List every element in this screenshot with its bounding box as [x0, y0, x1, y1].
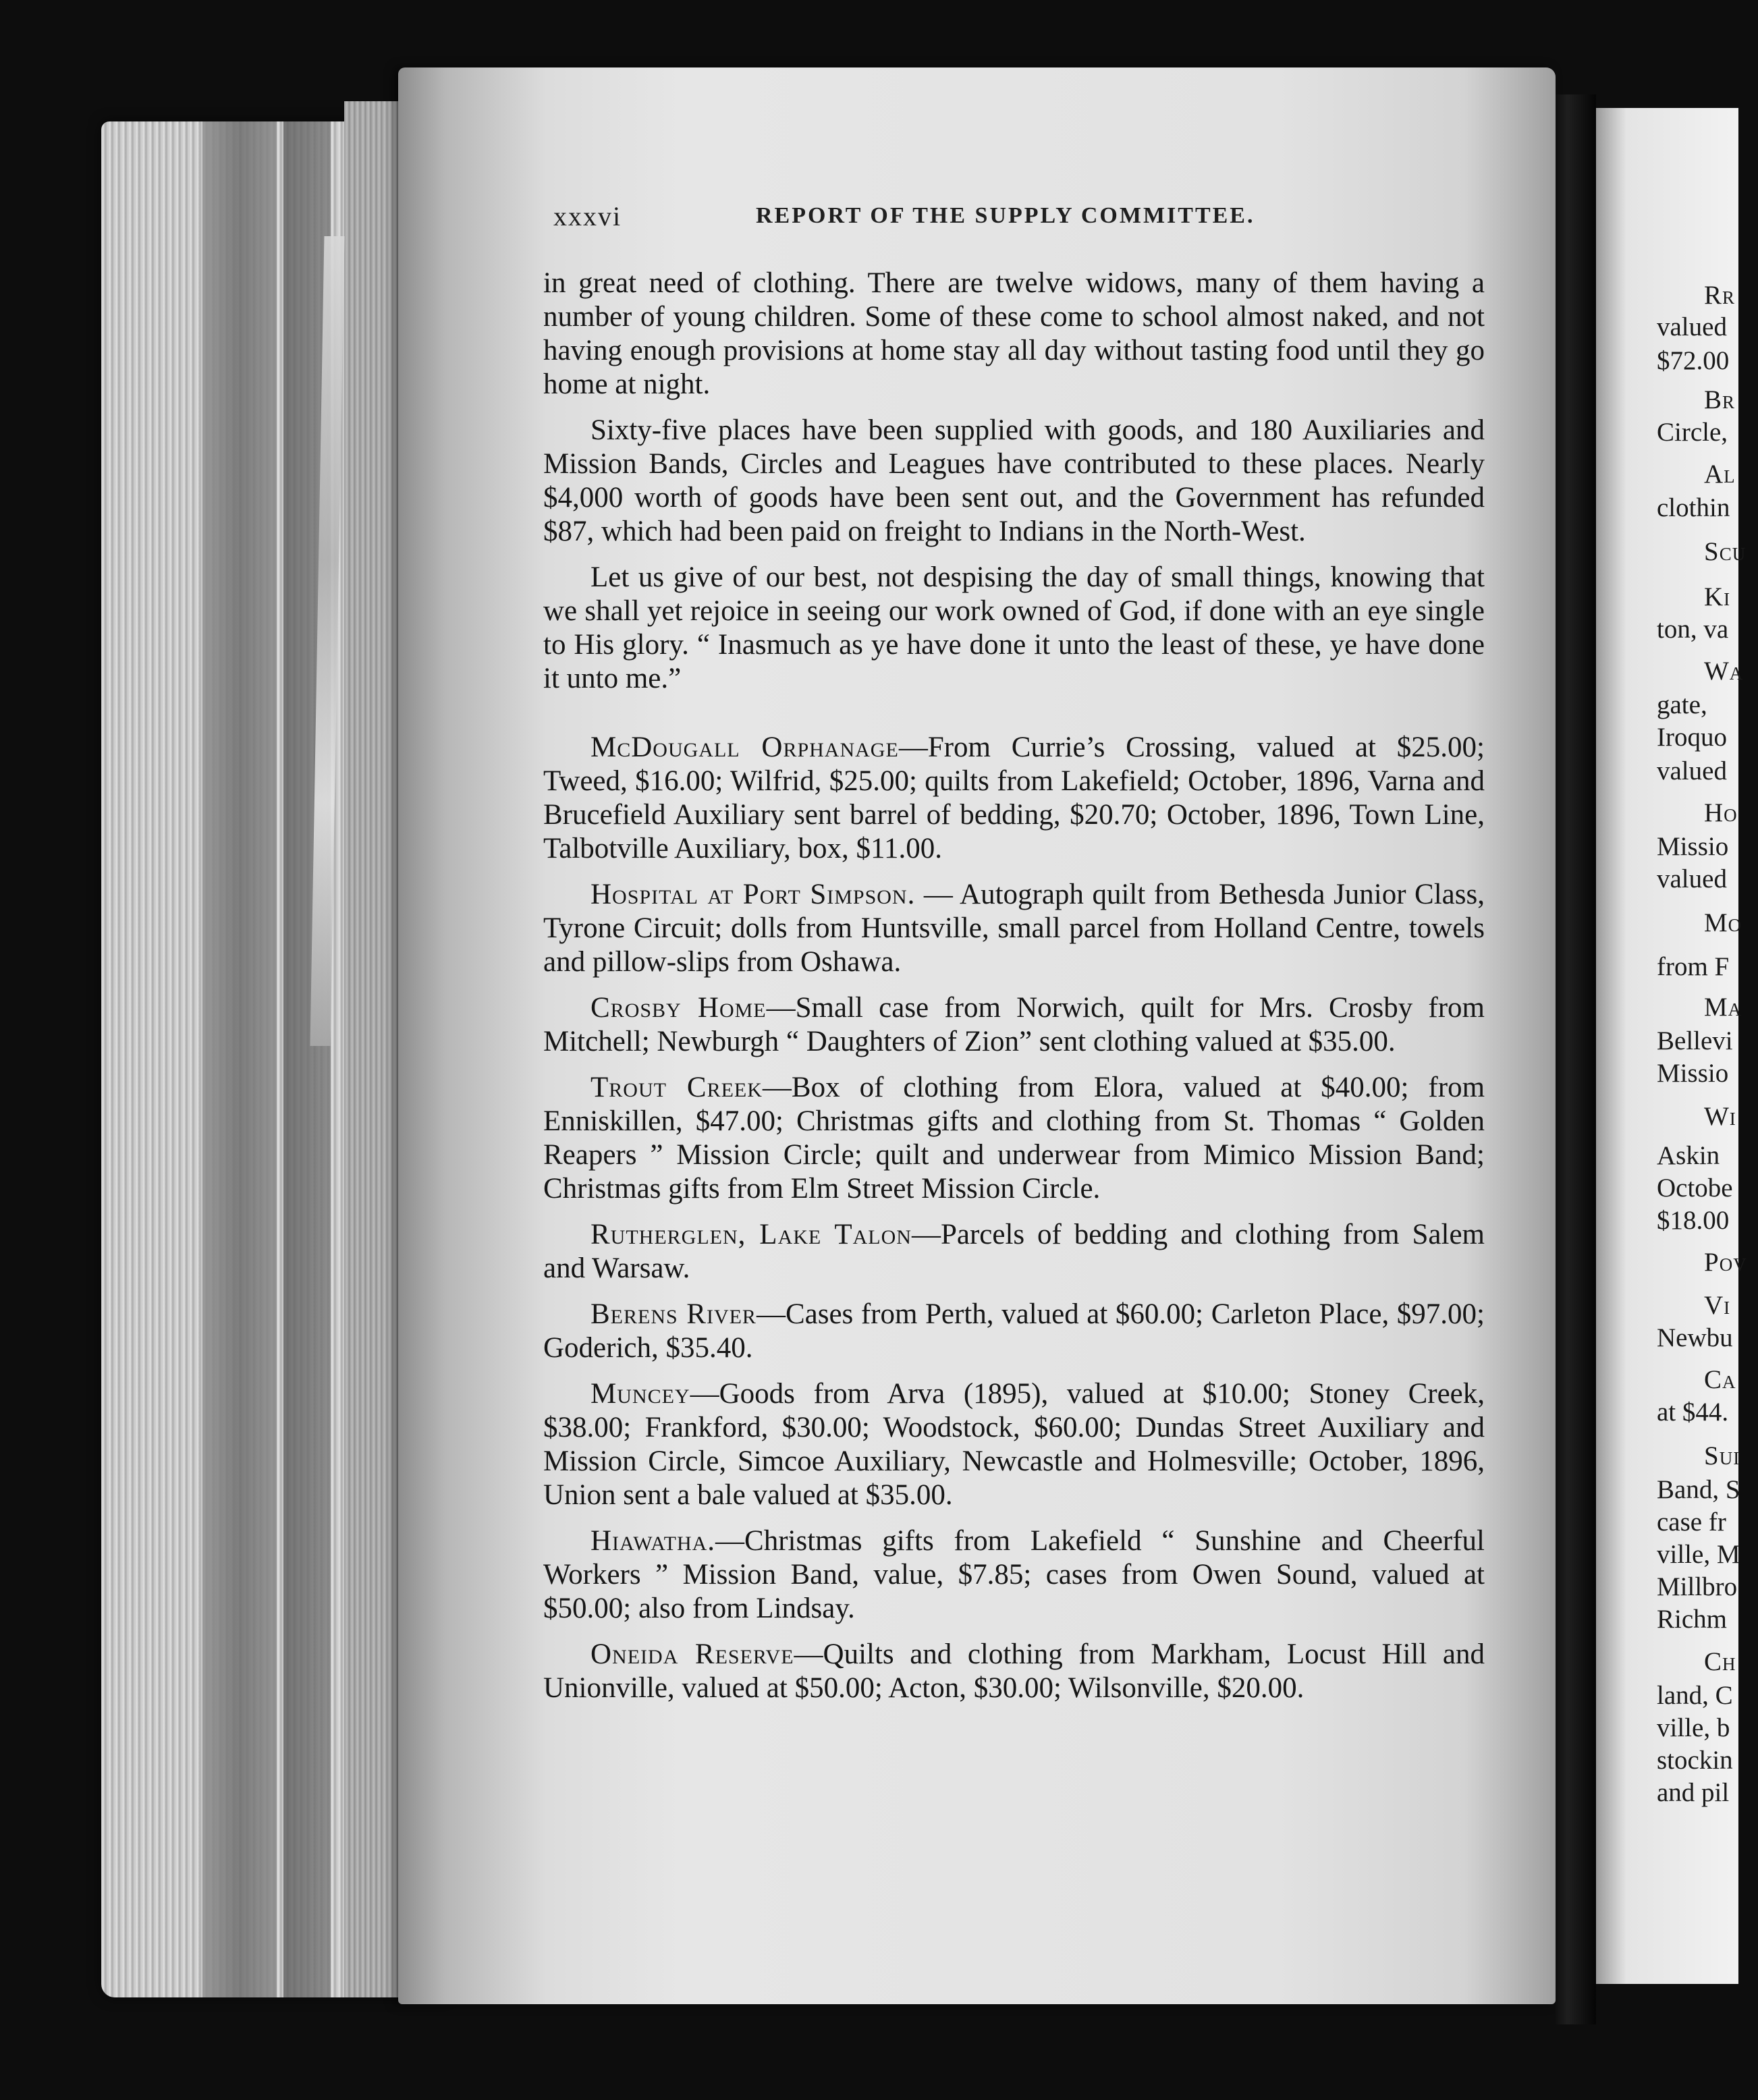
- mission-entry: [543, 1524, 1485, 1626]
- right-line: Rr: [1704, 281, 1736, 310]
- right-line: Sui: [1704, 1441, 1740, 1470]
- page-edge-shadow: [202, 121, 277, 1997]
- entry-heading: Berens River: [590, 1298, 757, 1330]
- right-line: Ki: [1704, 582, 1731, 611]
- book-gutter: [1556, 94, 1596, 2024]
- right-line: and pil: [1657, 1778, 1730, 1807]
- right-line: gate,: [1657, 690, 1707, 719]
- right-line: Pov: [1704, 1248, 1747, 1277]
- right-line: Al: [1704, 460, 1736, 489]
- right-line: Mo: [1704, 908, 1742, 937]
- entry-text: —Christmas gifts from Lakefield “ Sunshine and Cheerful Workers ” Mission Band, value, $7.85; cases from Owen Sound, valued at $50.00; also from Lindsay.: [543, 1525, 1485, 1624]
- right-line: stockin: [1657, 1746, 1733, 1775]
- right-line: Missio: [1657, 832, 1729, 861]
- page-number: xxxvi: [553, 201, 622, 231]
- right-line: Missio: [1657, 1059, 1729, 1088]
- page-body: [543, 267, 1485, 1717]
- entry-text: —Box of clothing from Elora, valued at $40.00; from Enniskillen, $47.00; Christmas gifts and clothing from St. Thomas “ Golden Reapers ” Mission Circle; quilt and underwear from Mimico Mission Band; Christmas gifts from Elm Street Mission Circle.: [543, 1072, 1485, 1205]
- entry-heading: Muncey: [590, 1378, 690, 1410]
- right-line: Ma: [1704, 993, 1742, 1022]
- entry-text: —Cases from Perth, valued at $60.00; Carleton Place, $97.00; Goderich, $35.40.: [543, 1298, 1485, 1364]
- paragraph: in great need of clothing. There are twelve widows, many of them having a number of young children. Some of these come to school almost naked, and not having enough provisions at home stay all day without tasting food until they go home at night.: [543, 267, 1485, 400]
- paragraph: Sixty-five places have been supplied with goods, and 180 Auxiliaries and Mission Bands, Circles and Leagues have contributed to these places. Nearly $4,000 worth of goods have been sent out, and the Government has refunded $87, which had been paid on freight to Indians in the North-West.: [543, 414, 1485, 547]
- entry-heading: Oneida Reserve: [590, 1638, 794, 1670]
- entry-text: —Parcels of bedding and clothing from Salem and Warsaw.: [543, 1219, 1485, 1284]
- right-line: valued: [1657, 756, 1727, 785]
- entry-text: —Small case from Norwich, quilt for Mrs. Crosby from Mitchell; Newburgh “ Daughters of Zion” sent clothing valued at $35.00.: [543, 992, 1485, 1057]
- entry-text: — Autograph quilt from Bethesda Junior Class, Tyrone Circuit; dolls from Huntsville, small parcel from Holland Centre, towels and pillow-slips from Oshawa.: [543, 879, 1485, 978]
- right-line: at $44.: [1657, 1398, 1729, 1427]
- right-line: Octobe: [1657, 1173, 1733, 1203]
- right-line: valued: [1657, 312, 1727, 341]
- mission-entry: [543, 1298, 1485, 1365]
- mission-entry: [543, 1377, 1485, 1512]
- right-line: Askin: [1657, 1141, 1720, 1170]
- right-line: Wi: [1704, 1102, 1736, 1131]
- entry-heading: Rutherglen, Lake Talon: [590, 1219, 912, 1250]
- right-line: ton, va: [1657, 615, 1729, 644]
- right-line: Circle,: [1657, 418, 1728, 447]
- right-line: case fr: [1657, 1508, 1726, 1537]
- right-line: Newbu: [1657, 1323, 1733, 1352]
- entry-heading: McDougall Orphanage: [590, 731, 899, 763]
- right-line: Vi: [1704, 1291, 1731, 1320]
- mission-entry: [543, 731, 1485, 866]
- entry-text: —From Currie’s Crossing, valued at $25.00; Tweed, $16.00; Wilfrid, $25.00; quilts from Lakefield; October, 1896, Varna and Brucefield Auxiliary sent barrel of bedding, $20.70; October, 1896, Town Line, Talbotville Auxiliary, box, $11.00.: [543, 731, 1485, 864]
- mission-entry: [543, 991, 1485, 1059]
- right-line: $18.00: [1657, 1206, 1730, 1235]
- entry-text: —Goods from Arva (1895), valued at $10.00; Stoney Creek, $38.00; Frankford, $30.00; Woodstock, $60.00; Dundas Street Auxiliary and Mission Circle, Simcoe Auxiliary, Newcastle and Holmesville; October, 1896, Union sent a bale valued at $35.00.: [543, 1378, 1485, 1511]
- right-line: Millbro: [1657, 1572, 1738, 1601]
- right-line: ville, b: [1657, 1713, 1730, 1742]
- right-line: land, C: [1657, 1681, 1733, 1710]
- right-line: ville, M: [1657, 1540, 1740, 1569]
- right-line: Wa: [1704, 657, 1744, 686]
- right-line: Ca: [1704, 1365, 1736, 1394]
- right-line: from F: [1657, 952, 1730, 981]
- right-line: clothin: [1657, 493, 1730, 522]
- right-line: $72.00: [1657, 346, 1730, 375]
- mission-entry: [543, 1638, 1485, 1705]
- mission-entries: [543, 731, 1485, 1705]
- right-line: Band, S: [1657, 1475, 1740, 1504]
- right-line: Ho: [1704, 798, 1738, 827]
- mission-entry: [543, 1218, 1485, 1286]
- entry-heading: Crosby Home: [590, 992, 767, 1024]
- right-line: Iroquo: [1657, 723, 1727, 752]
- mission-entry: [543, 1071, 1485, 1206]
- right-line: Br: [1704, 385, 1736, 414]
- right-line: Bellevi: [1657, 1026, 1733, 1055]
- entry-text: —Quilts and clothing from Markham, Locust Hill and Unionville, valued at $50.00; Acton, $30.00; Wilsonville, $20.00.: [543, 1638, 1485, 1704]
- paragraph: Let us give of our best, not despising the day of small things, knowing that we shall yet rejoice in seeing our work owned of God, if done with an eye single to His glory. “ Inasmuch as ye have done it unto the least of these, ye have done it unto me.”: [543, 561, 1485, 694]
- running-head: [553, 192, 1498, 240]
- entry-heading: Hospital at Port Simpson.: [590, 879, 916, 910]
- right-line: Scu: [1704, 537, 1747, 566]
- mission-entry: [543, 878, 1485, 979]
- running-head-title: REPORT OF THE SUPPLY COMMITTEE.: [756, 203, 1255, 228]
- right-line: Richm: [1657, 1605, 1727, 1634]
- right-line: Ch: [1704, 1647, 1736, 1676]
- right-line: valued: [1657, 864, 1727, 893]
- entry-heading: Hiawatha.: [590, 1525, 716, 1557]
- entry-heading: Trout Creek: [590, 1072, 763, 1103]
